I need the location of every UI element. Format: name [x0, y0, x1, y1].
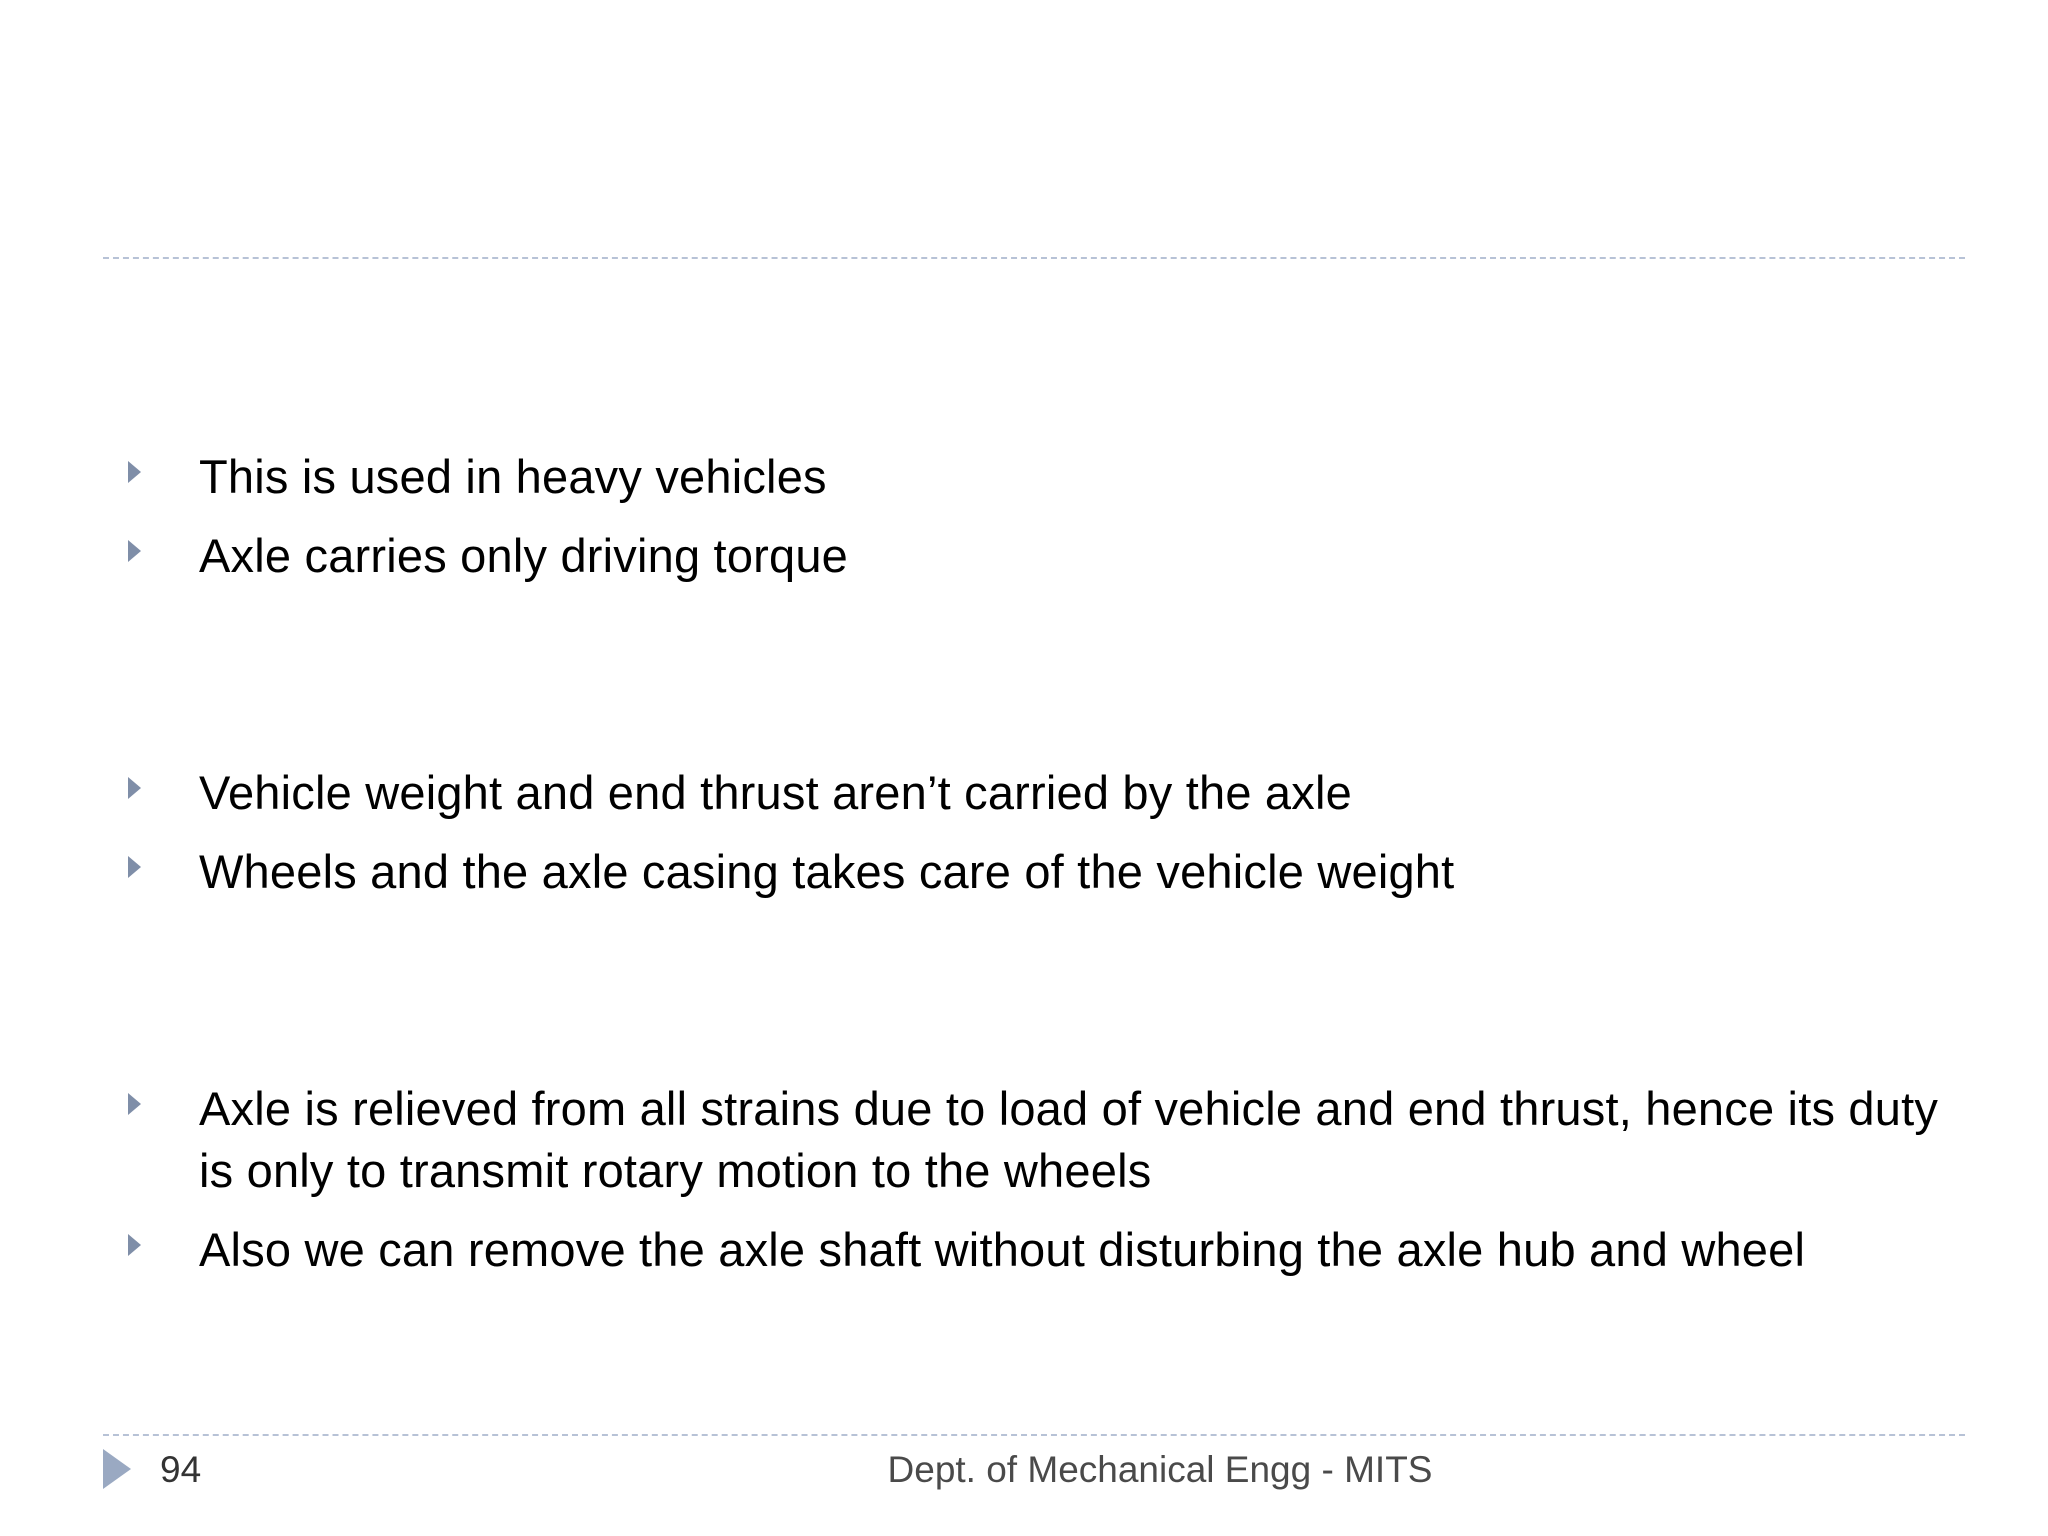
- bullet-arrow-icon: [128, 1093, 141, 1115]
- bullet-text: Also we can remove the axle shaft without disturbing the axle hub and wheel: [199, 1223, 1806, 1276]
- bullet-item: [120, 525, 1940, 587]
- bullet-text: Axle carries only driving torque: [199, 529, 849, 582]
- bullet-item: [120, 1219, 1940, 1281]
- bullet-arrow-icon: [128, 777, 141, 799]
- bullet-arrow-icon: [128, 540, 141, 562]
- bullet-text: Axle is relieved from all strains due to load of vehicle and end thrust, hence its duty is only to transmit rotary motion to the wheels: [199, 1082, 1939, 1197]
- bullet-arrow-icon: [128, 1234, 141, 1256]
- bullet-item: [120, 446, 1940, 508]
- page-number: 94: [160, 1449, 202, 1490]
- bottom-divider: [103, 1434, 1965, 1436]
- bullet-item: [120, 1078, 1940, 1202]
- bullet-text: Vehicle weight and end thrust aren’t carried by the axle: [199, 766, 1352, 819]
- bullet-text: This is used in heavy vehicles: [199, 450, 827, 503]
- bullet-item: [120, 841, 1940, 903]
- bullet-text: Wheels and the axle casing takes care of the vehicle weight: [199, 845, 1455, 898]
- bullet-arrow-icon: [128, 856, 141, 878]
- footer-department: Dept. of Mechanical Engg - MITS: [887, 1449, 1433, 1490]
- footer-arrow-icon: [103, 1449, 131, 1489]
- bullet-arrow-icon: [128, 461, 141, 483]
- bullet-item: [120, 762, 1940, 824]
